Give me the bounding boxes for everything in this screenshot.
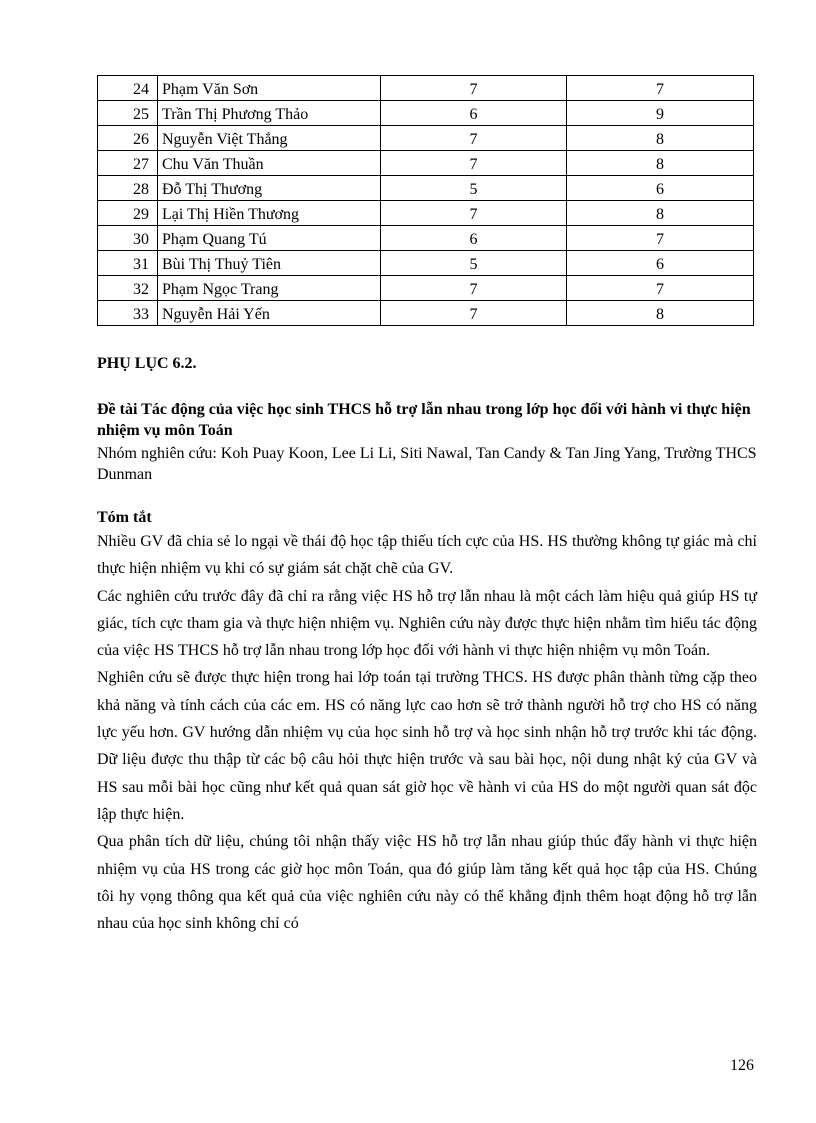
score-cell: 7	[567, 76, 754, 101]
table-row	[98, 301, 754, 326]
student-number-cell: 32	[98, 276, 158, 301]
student-name-cell: Nguyễn Hải Yến	[158, 301, 381, 326]
page-number: 126	[730, 1057, 754, 1074]
score-cell: 6	[567, 251, 754, 276]
student-number-cell: 25	[98, 101, 158, 126]
student-name-cell: Chu Văn Thuần	[158, 151, 381, 176]
score-cell: 5	[381, 251, 567, 276]
table-row	[98, 101, 754, 126]
student-number-cell: 30	[98, 226, 158, 251]
student-name-cell: Trần Thị Phương Thảo	[158, 101, 381, 126]
score-cell: 6	[381, 101, 567, 126]
student-number-cell: 28	[98, 176, 158, 201]
score-cell: 9	[567, 101, 754, 126]
student-name-cell: Phạm Ngọc Trang	[158, 276, 381, 301]
student-name-cell: Bùi Thị Thuỷ Tiên	[158, 251, 381, 276]
summary-body	[97, 528, 757, 937]
score-cell: 8	[567, 301, 754, 326]
table-row	[98, 276, 754, 301]
table-row	[98, 251, 754, 276]
student-name-cell: Nguyễn Việt Thắng	[158, 126, 381, 151]
score-cell: 5	[381, 176, 567, 201]
score-cell: 8	[567, 151, 754, 176]
score-cell: 7	[381, 276, 567, 301]
table-row	[98, 226, 754, 251]
table-row	[98, 126, 754, 151]
score-cell: 6	[381, 226, 567, 251]
student-name-cell: Phạm Văn Sơn	[158, 76, 381, 101]
score-cell: 7	[381, 201, 567, 226]
table-row	[98, 201, 754, 226]
researchers-line: Nhóm nghiên cứu: Koh Puay Koon, Lee Li Li, Siti Nawal, Tan Candy & Tan Jing Yang, Trường THCS Dunman	[97, 445, 757, 483]
student-name-cell: Phạm Quang Tú	[158, 226, 381, 251]
appendix-title: PHỤ LỤC 6.2.	[97, 355, 197, 372]
summary-paragraph: Nghiên cứu sẽ được thực hiện trong hai lớp toán tại trường THCS. HS được phân thành từng cặp theo khả năng và tính cách của các em. HS có năng lực cao hơn sẽ trở thành người hỗ trợ cho HS có năng lực yếu hơn. GV hướng dẫn nhiệm vụ của học sinh hỗ trợ và học sinh nhận hỗ trợ trước khi tác động. Dữ liệu được thu thập từ các bộ câu hỏi thực hiện trước và sau bài học, nội dung nhật ký của GV và HS sau mỗi bài học cũng như kết quả quan sát giờ học về hành vi của HS do một người quan sát độc lập thực hiện.	[97, 669, 757, 823]
score-cell: 8	[567, 126, 754, 151]
summary-paragraph: Các nghiên cứu trước đây đã chỉ ra rằng việc HS hỗ trợ lẫn nhau là một cách làm hiệu quả giúp HS tự giác, tích cực tham gia và thực hiện nhiệm vụ. Nghiên cứu này được thực hiện nhằm tìm hiểu tác động của việc HS THCS hỗ trợ lẫn nhau trong lớp học đối với hành vi thực hiện nhiệm vụ môn Toán.	[97, 587, 757, 660]
student-number-cell: 33	[98, 301, 158, 326]
student-number-cell: 24	[98, 76, 158, 101]
score-table	[97, 75, 754, 326]
table-row	[98, 151, 754, 176]
score-cell: 7	[381, 151, 567, 176]
score-cell: 8	[567, 201, 754, 226]
summary-heading: Tóm tắt	[97, 509, 152, 526]
student-name-cell: Đỗ Thị Thương	[158, 176, 381, 201]
summary-paragraph: Nhiều GV đã chia sẻ lo ngại về thái độ học tập thiếu tích cực của HS. HS thường không tự giác mà chỉ thực hiện nhiệm vụ khi có sự giám sát chặt chẽ của GV.	[97, 533, 757, 578]
student-number-cell: 27	[98, 151, 158, 176]
student-name-cell: Lại Thị Hiền Thương	[158, 201, 381, 226]
score-cell: 6	[567, 176, 754, 201]
score-cell: 7	[381, 126, 567, 151]
topic-title: Đề tài Tác động của việc học sinh THCS hỗ trợ lẫn nhau trong lớp học đối với hành vi thực hiện nhiệm vụ môn Toán	[97, 401, 751, 439]
score-cell: 7	[567, 226, 754, 251]
score-cell: 7	[567, 276, 754, 301]
student-number-cell: 31	[98, 251, 158, 276]
score-cell: 7	[381, 301, 567, 326]
table-row	[98, 176, 754, 201]
student-number-cell: 29	[98, 201, 158, 226]
score-table-body	[98, 76, 754, 326]
score-cell: 7	[381, 76, 567, 101]
student-number-cell: 26	[98, 126, 158, 151]
table-row	[98, 76, 754, 101]
summary-paragraph: Qua phân tích dữ liệu, chúng tôi nhận thấy việc HS hỗ trợ lẫn nhau giúp thúc đẩy hành vi thực hiện nhiệm vụ của HS trong các giờ học môn Toán, qua đó giúp làm tăng kết quả học tập của HS. Chúng tôi hy vọng thông qua kết quả của việc nghiên cứu này có thể khẳng định thêm hoạt động hỗ trợ lẫn nhau của học sinh không chỉ có	[97, 833, 757, 933]
